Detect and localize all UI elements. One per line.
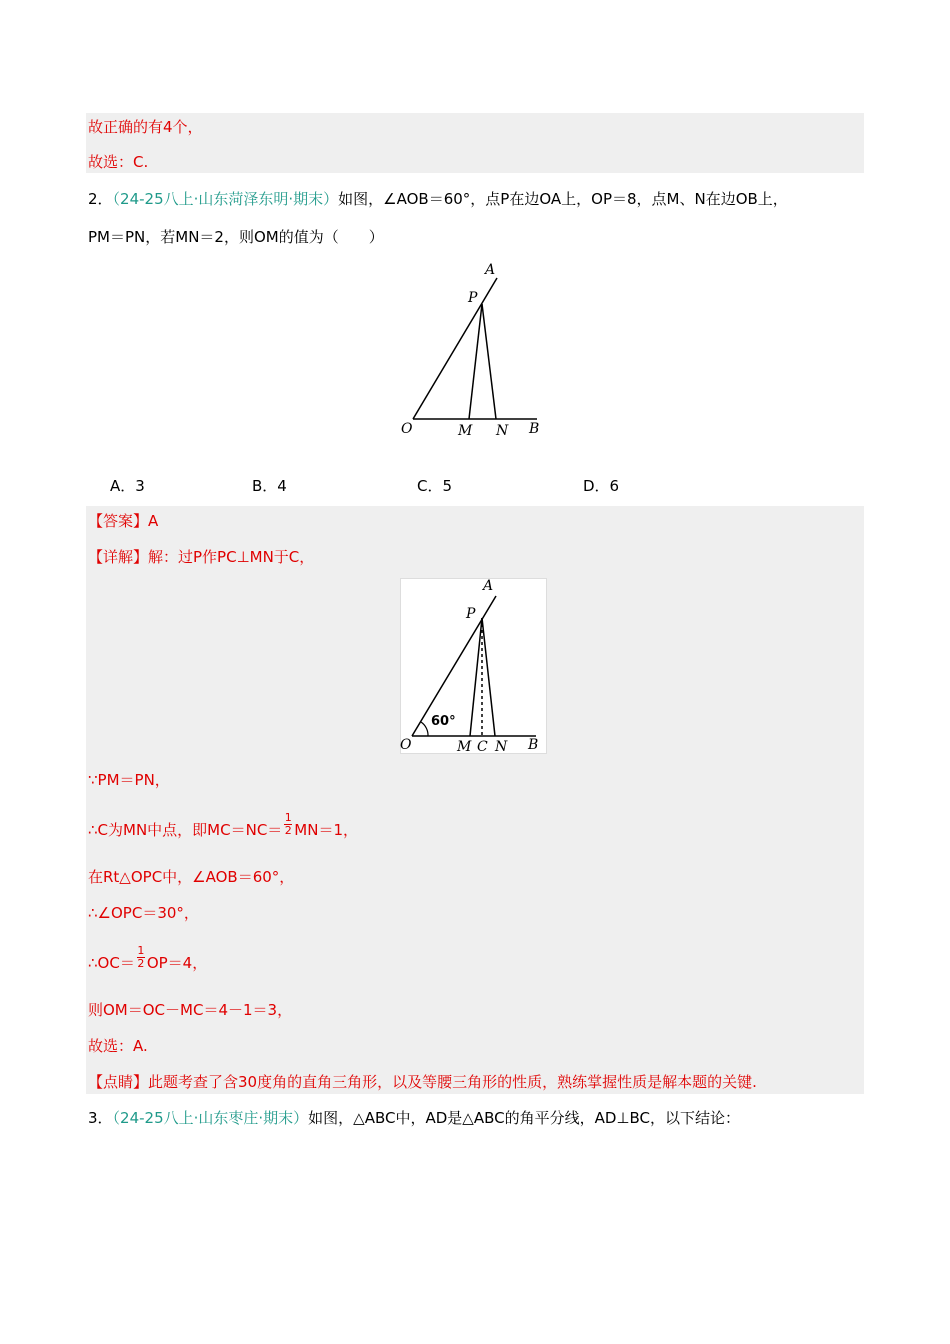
fraction-half-1 xyxy=(284,812,292,837)
ray-oa xyxy=(413,278,497,419)
answer-tag: 【答案】 xyxy=(88,512,149,530)
frac-den: 2 xyxy=(284,824,292,837)
answer-line xyxy=(88,511,158,531)
q3-number: 3． xyxy=(88,1109,113,1127)
q2-option-a[interactable]: A．3 xyxy=(110,477,145,495)
prev-conclusion-line1: 故正确的有4个， xyxy=(88,118,203,136)
label-o: O xyxy=(401,421,413,437)
step-2 xyxy=(88,811,359,843)
label-b-2: B xyxy=(528,737,539,752)
step-5 xyxy=(88,944,208,976)
label-b: B xyxy=(529,421,540,437)
q2-option-d[interactable]: D．6 xyxy=(583,477,620,495)
label-p: P xyxy=(468,290,478,306)
label-c-2: C xyxy=(477,739,488,752)
comment-tag: 【点睛】 xyxy=(88,1073,149,1091)
step-1: ∵PM＝PN， xyxy=(88,771,170,789)
detail-tag: 【详解】 xyxy=(88,548,149,566)
segment-pn-2 xyxy=(482,618,495,736)
q3-text: 如图，△ABC中，AD是△ABC的角平分线，AD⊥BC，以下结论： xyxy=(308,1109,740,1127)
label-m: M xyxy=(458,423,473,439)
frac-den-2: 2 xyxy=(137,957,145,970)
label-n: N xyxy=(496,423,509,439)
solution-figure xyxy=(400,578,545,752)
fraction-half-2 xyxy=(137,945,145,970)
angle-label: 60° xyxy=(431,714,456,729)
q2-stem-line2: PM＝PN，若MN＝2，则OM的值为（ ） xyxy=(88,228,384,246)
label-o-2: O xyxy=(400,737,412,752)
step-2-pre: ∴C为MN中点，即MC＝NC＝ xyxy=(88,821,283,839)
step-6: 则OM＝OC－MC＝4－1＝3， xyxy=(88,1001,293,1019)
label-a: A xyxy=(485,262,496,278)
q2-number: 2． xyxy=(88,190,113,208)
q2-stem-line1 xyxy=(88,189,788,209)
prev-conclusion-line2: 故选：C. xyxy=(88,153,149,171)
comment-text: 此题考查了含30度角的直角三角形，以及等腰三角形的性质，熟练掌握性质是解本题的关键. xyxy=(148,1073,757,1091)
prev-solution-block xyxy=(86,113,864,173)
q2-figure xyxy=(395,258,555,443)
step-7: 故选：A. xyxy=(88,1037,148,1055)
q2-source: （24-25八上·山东菏泽东明·期末） xyxy=(112,190,339,208)
q2-text-a: 如图，∠AOB＝60°，点P在边OA上，OP＝8，点M、N在边OB上， xyxy=(338,190,788,208)
label-m-2: M xyxy=(457,739,472,752)
label-p-2: P xyxy=(466,606,476,622)
detail-text: 解：过P作PC⊥MN于C， xyxy=(148,548,315,566)
frac-num: 1 xyxy=(284,811,292,824)
frac-num-2: 1 xyxy=(137,944,145,957)
step-5-pre: ∴OC＝ xyxy=(88,954,135,972)
q3-source: （24-25八上·山东枣庄·期末） xyxy=(112,1109,309,1127)
label-a-2: A xyxy=(483,578,494,594)
step-2-post: MN＝1， xyxy=(294,821,359,839)
step-5-post: OP＝4， xyxy=(146,954,208,972)
comment-line xyxy=(88,1072,757,1092)
q2-option-c[interactable]: C．5 xyxy=(417,477,453,495)
segment-pn xyxy=(482,304,496,419)
step-3: 在Rt△OPC中，∠AOB＝60°， xyxy=(88,868,295,886)
q2-option-b[interactable]: B．4 xyxy=(252,477,287,495)
detail-line xyxy=(88,547,314,567)
answer-value: A xyxy=(148,512,159,530)
step-4: ∴∠OPC＝30°， xyxy=(88,904,199,922)
q3-stem xyxy=(88,1108,740,1128)
label-n-2: N xyxy=(495,739,508,752)
angle-arc xyxy=(421,722,428,736)
